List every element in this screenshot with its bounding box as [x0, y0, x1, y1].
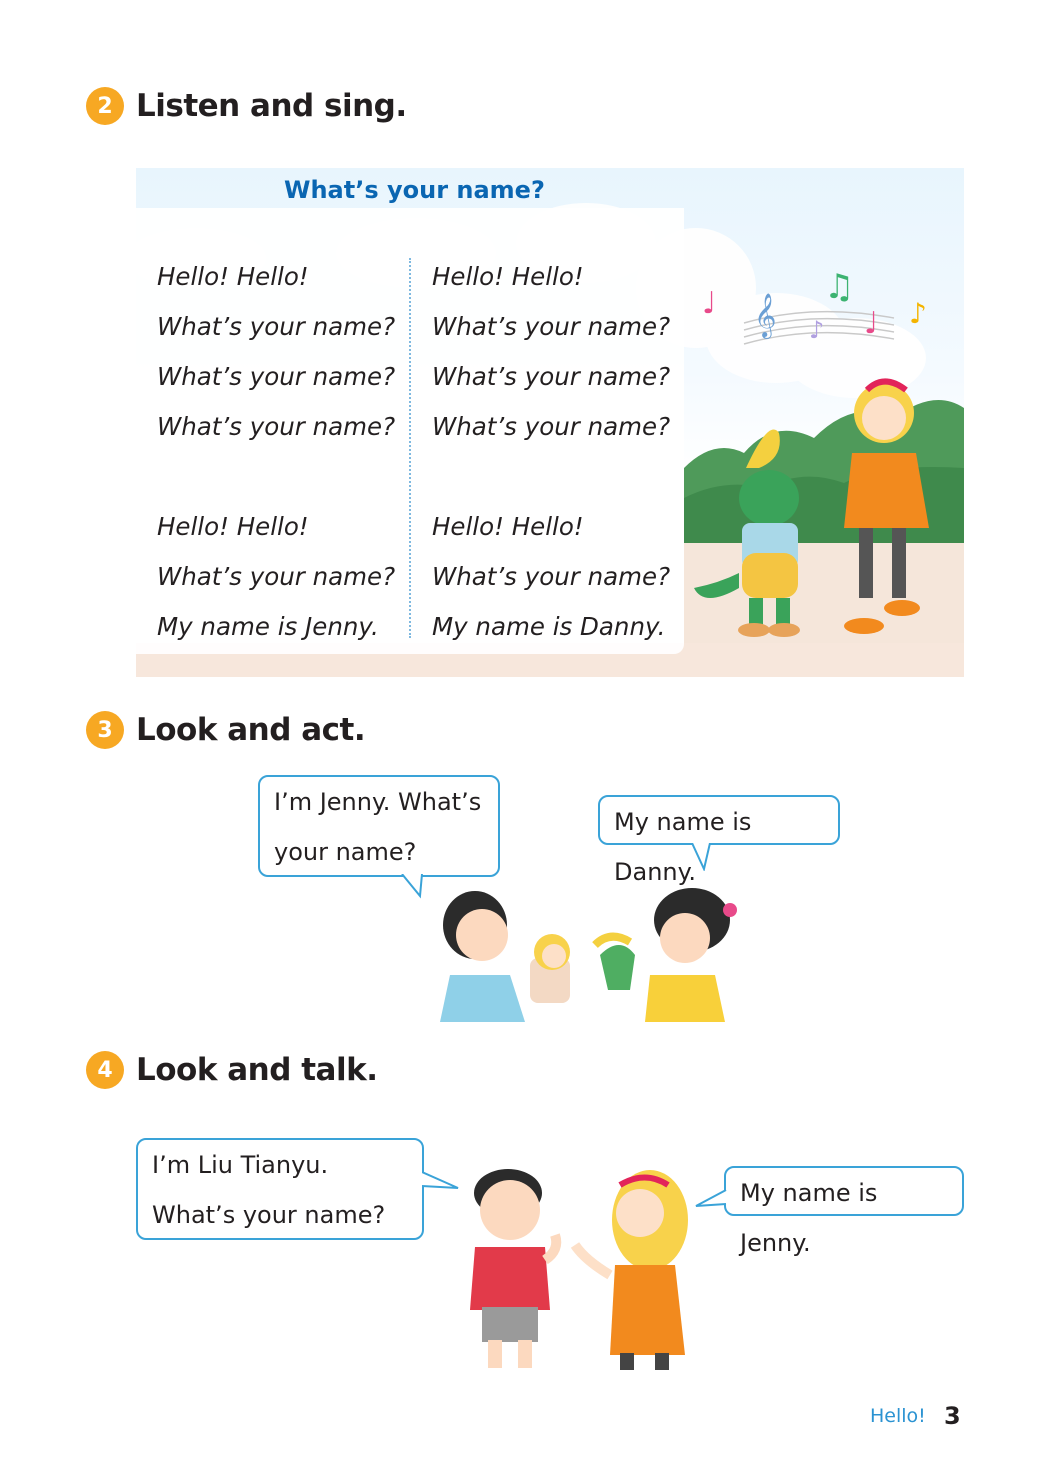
- bubble-tail: [422, 1170, 462, 1192]
- column-divider: [409, 258, 411, 638]
- speech-text: I’m Jenny. What’s your name?: [274, 788, 482, 866]
- song-panel: [136, 168, 964, 677]
- lyric-line: What’s your name?: [157, 412, 396, 441]
- song-title: What’s your name?: [284, 176, 545, 204]
- lyric-line: What’s your name?: [432, 412, 671, 441]
- speech-text: My name is Danny.: [614, 808, 752, 886]
- section-title: Look and talk.: [136, 1052, 378, 1088]
- lyric-line: Hello! Hello!: [157, 262, 309, 291]
- section-number-badge: 3: [86, 711, 124, 749]
- lyric-line: Hello! Hello!: [432, 262, 584, 291]
- page-number: 3: [944, 1402, 961, 1430]
- greeting-children-illustration: [460, 1165, 700, 1370]
- lyric-line: Hello! Hello!: [157, 512, 309, 541]
- svg-text:♩: ♩: [702, 286, 717, 321]
- lyric-line: Hello! Hello!: [432, 512, 584, 541]
- lyric-line: My name is Danny.: [432, 612, 666, 641]
- speech-bubble-liu-tianyu: [136, 1138, 424, 1240]
- lyric-line: My name is Jenny.: [157, 612, 379, 641]
- speech-bubble-danny: [598, 795, 840, 886]
- puppet-children-illustration: [430, 880, 750, 1022]
- svg-text:♩: ♩: [864, 306, 879, 341]
- lyric-line: What’s your name?: [432, 562, 671, 591]
- svg-text:♪: ♪: [809, 316, 825, 344]
- section-title: Look and act.: [136, 712, 366, 748]
- section-number-badge: 2: [86, 87, 124, 125]
- lyric-line: What’s your name?: [432, 362, 671, 391]
- singing-children-illustration: [684, 168, 964, 677]
- lyric-line: What’s your name?: [157, 362, 396, 391]
- footer-unit-label: Hello!: [870, 1405, 926, 1427]
- lyric-line: What’s your name?: [157, 562, 396, 591]
- svg-text:♪: ♪: [909, 297, 927, 330]
- bubble-tail: [690, 843, 716, 871]
- speech-text: I’m Liu Tianyu. What’s your name?: [152, 1151, 386, 1229]
- section-heading-look-talk: [86, 1051, 377, 1089]
- speech-bubble-jenny-talk: [724, 1166, 964, 1257]
- svg-text:𝄞: 𝄞: [754, 293, 777, 337]
- speech-bubble-jenny: [258, 775, 500, 877]
- section-heading-listen-sing: [86, 87, 407, 125]
- lyrics-column-right: [432, 252, 670, 652]
- bubble-tail: [400, 874, 430, 900]
- section-heading-look-act: [86, 711, 365, 749]
- svg-text:♫: ♫: [824, 267, 855, 307]
- section-number-badge: 4: [86, 1051, 124, 1089]
- section-title: Listen and sing.: [136, 88, 407, 124]
- lyric-line: What’s your name?: [157, 312, 396, 341]
- lyric-line: What’s your name?: [432, 312, 671, 341]
- lyrics-column-left: [157, 252, 395, 652]
- speech-text: My name is Jenny.: [740, 1179, 878, 1257]
